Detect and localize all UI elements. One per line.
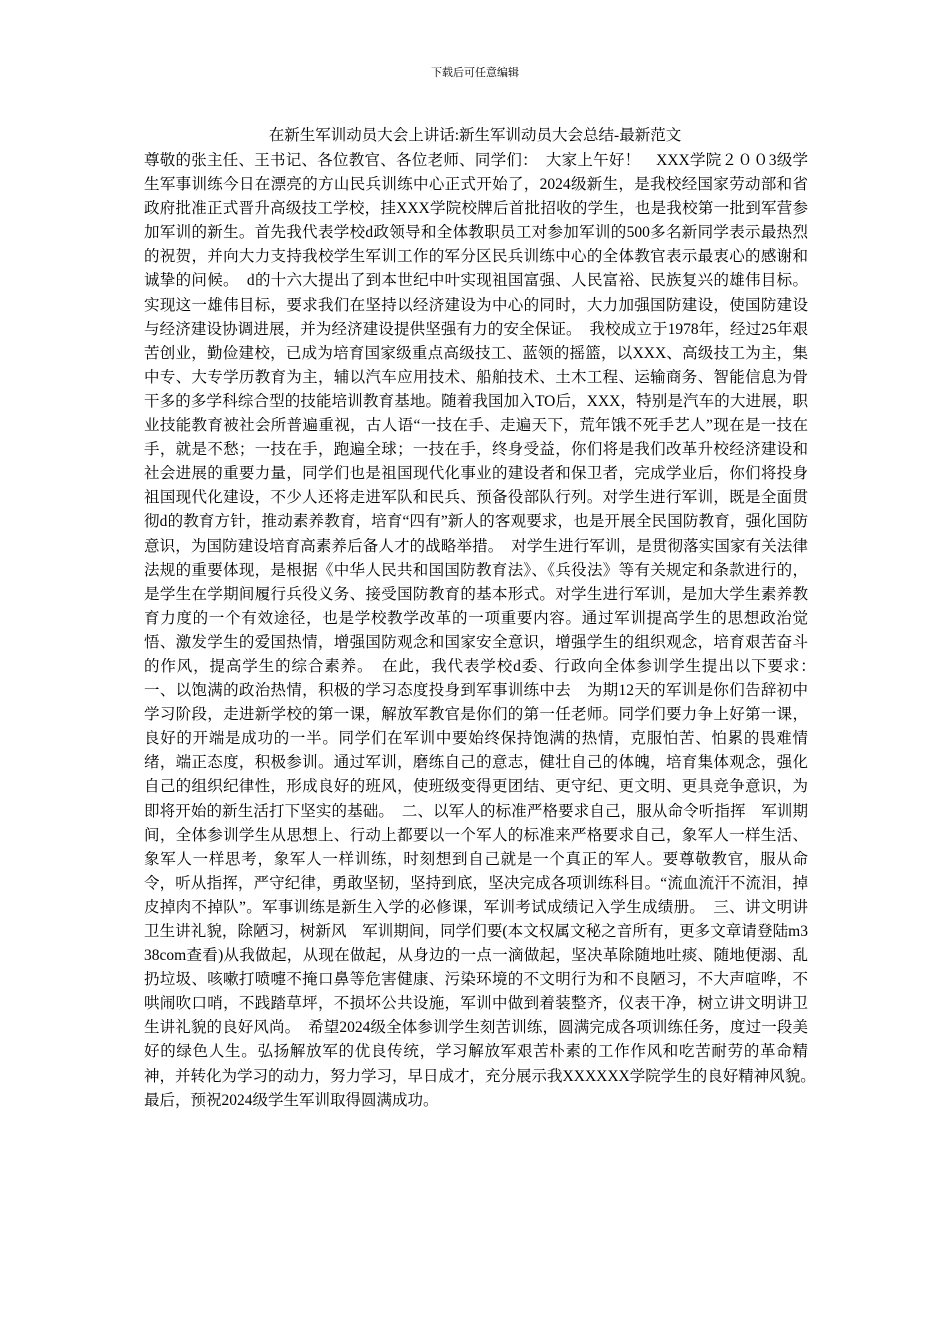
document-title: 在新生军训动员大会上讲话:新生军训动员大会总结-最新范文 — [268, 127, 682, 144]
page-header-note: 下载后可任意编辑 — [431, 67, 519, 79]
document-body: 尊敬的张主任、王书记、各位教官、各位老师、同学们： 大家上午好！ XXX学院２００3级学生军事训练今日在漂亮的方山民兵训练中心正式开始了，2024级新生，是我校经国家劳动部和省政府批准正式晋升高级技工学校，挂XXX学院校牌后首批招收的学生，也是我校第一批到军营参加军训的新生。首先我代表学校d政领导和全体教职员工对参加军训的500多名新同学表示最热烈的祝贺，并向大力支持我校学生军训工作的军分区民兵训练中心的全体教官表示最衷心的感谢和诚挚的问候。 d的十六大提出了到本世纪中叶实现祖国富强、人民富裕、民族复兴的雄伟目标。实现这一雄伟目标，要求我们在坚持以经济建设为中心的同时，大力加强国防建设，使国防建设与经济建设协调进展，并为经济建设提供坚强有力的安全保证。 我校成立于1978年，经过25年艰苦创业，勤俭建校，已成为培育国家级重点高级技工、蓝领的摇篮，以XXX、高级技工为主，集中专、大专学历教育为主，辅以汽车应用技术、船舶技术、土木工程、运输商务、智能信息为骨干多的多学科综合型的技能培训教育基地。随着我国加入TO后，XXX，特别是汽车的大进展，职业技能教育被社会所普遍重视，古人语“一技在手、走遍天下，荒年饿不死手艺人”现在是一技在手，就是不愁；一技在手，跑遍全球；一技在手，终身受益，你们将是我们改革升校经济建设和社会进展的重要力量，同学们也是祖国现代化事业的建设者和保卫者，完成学业后，你们将投身祖国现代化建设，不少人还将走进军队和民兵、预备役部队行列。对学生进行军训，既是全面贯彻d的教育方针，推动素养教育，培育“四有”新人的客观要求，也是开展全民国防教育，强化国防意识，为国防建设培育高素养后备人才的战略举措。 对学生进行军训，是贯彻落实国家有关法律法规的重要体现，是根据《中华人民共和国国防教育法》、《兵役法》等有关规定和条款进行的，是学生在学期间履行兵役义务、接受国防教育的基本形式。对学生进行军训，是加大学生素养教育力度的一个有效途径，也是学校教学改革的一项重要内容。通过军训提高学生的思想政治觉悟、激发学生的爱国热情，增强国防观念和国家安全意识，增强学生的组织观念，培育艰苦奋斗的作风，提高学生的综合素养。 在此，我代表学校d委、行政向全体参训学生提出以下要求： 一、以饱满的政治热情，积极的学习态度投身到军事训练中去 为期12天的军训是你们告辞初中学习阶段，走进新学校的第一课，解放军教官是你们的第一任老师。同学们要力争上好第一课，良好的开端是成功的一半。同学们在军训中要始终保持饱满的热情，克服怕苦、怕累的畏难情绪，端正态度，积极参训。通过军训，磨练自己的意志，健壮自己的体魄，培育集体观念，强化自己的组织纪律性，形成良好的班风，使班级变得更团结、更守纪、更文明、更具竞争意识，为即将开始的新生活打下坚实的基础。 二、以军人的标准严格要求自己，服从命令听指挥 军训期间，全体参训学生从思想上、行动上都要以一个军人的标准来严格要求自己，象军人一样生活、象军人一样思考，象军人一样训练，时刻想到自己就是一个真正的军人。要尊敬教官，服从命令，听从指挥，严守纪律，勇敢坚韧，坚持到底，坚决完成各项训练科目。“流血流汗不流泪，掉皮掉肉不掉队”。军事训练是新生入学的必修课，军训考试成绩记入学生成绩册。 三、讲文明讲卫生讲礼貌，除陋习，树新风 军训期间，同学们要(本文权属文秘之音所有，更多文章请登陆m338com查看)从我做起，从现在做起，从身边的一点一滴做起，坚决革除随地吐痰、随地便溺、乱扔垃圾、咳嗽打喷嚏不掩口鼻等危害健康、污染环境的不文明行为和不良陋习，不大声喧哗，不哄闹吹口哨，不践踏草坪，不损坏公共设施，军训中做到着装整齐，仪表干净，树立讲文明讲卫生讲礼貌的良好风尚。 希望2024级全体参训学生刻苦训练，圆满完成各项训练任务，度过一段美好的绿色人生。弘扬解放军的优良传统，学习解放军艰苦朴素的工作作风和吃苦耐劳的革命精神，并转化为学习的动力，努力学习，早日成才，充分展示我XXXXXX学院学生的良好精神风貌。 最后，预祝2024级学生军训取得圆满成功。 — [144, 152, 824, 1109]
